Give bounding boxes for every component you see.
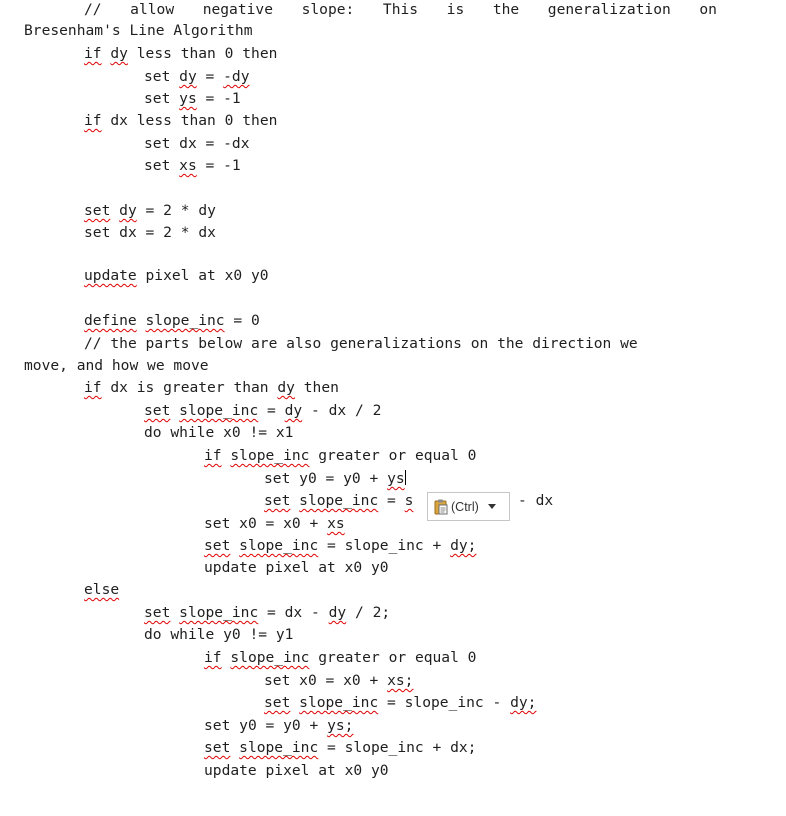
code-line: update pixel at x0 y0 [204, 559, 389, 576]
spellcheck-flagged-word: if [84, 379, 102, 396]
spellcheck-flagged-word: set [264, 694, 291, 711]
code-line: set slope_inc = slope_inc + dx; [204, 739, 477, 756]
paste-options-button[interactable] [427, 492, 510, 521]
code-line: set slope_inc = s [264, 492, 414, 509]
spellcheck-flagged-word: set [144, 402, 171, 419]
paste-options-label: (Ctrl) [451, 499, 479, 514]
spellcheck-flagged-word: dy [284, 402, 303, 419]
spellcheck-flagged-word: if [204, 447, 222, 464]
code-line: define slope_inc = 0 [84, 312, 260, 329]
code-line: set slope_inc = slope_inc - dy; [264, 694, 537, 711]
chevron-down-icon [488, 504, 496, 509]
code-line: do while x0 != x1 [144, 424, 294, 441]
code-word: negative [202, 1, 273, 18]
spellcheck-flagged-word: slope_inc [299, 492, 379, 509]
spellcheck-flagged-word: if [84, 112, 102, 129]
code-word: the [492, 1, 520, 18]
code-line: if dy less than 0 then [84, 45, 278, 62]
spellcheck-flagged-word: dy; [510, 694, 537, 711]
spellcheck-flagged-word: slope_inc [239, 739, 319, 756]
code-word: is [446, 1, 465, 18]
spellcheck-flagged-word: set [204, 739, 231, 756]
spellcheck-flagged-word: dy [328, 604, 347, 621]
code-line: if slope_inc greater or equal 0 [204, 649, 477, 666]
code-line: - dx [518, 492, 554, 509]
spellcheck-flagged-word: if [204, 649, 222, 666]
code-line [84, 580, 119, 600]
code-line: set y0 = y0 + ys; [204, 717, 354, 734]
spellcheck-flagged-word: dy [277, 379, 295, 396]
code-line: set slope_inc = dx - dy / 2; [144, 604, 391, 621]
spellcheck-flagged-word: set [264, 492, 291, 509]
spellcheck-flagged-word: s [404, 492, 414, 509]
code-word: // [84, 1, 102, 18]
spellcheck-flagged-word: dy [179, 68, 197, 85]
code-line: set ys = -1 [144, 90, 241, 107]
spellcheck-flagged-word: slope_inc [230, 447, 310, 464]
code-line [84, 0, 717, 20]
spellcheck-flagged-word: set [204, 537, 231, 554]
code-line: if slope_inc greater or equal 0 [204, 447, 477, 464]
code-line: set xs = -1 [144, 157, 241, 174]
code-word: generalization [547, 1, 671, 18]
code-line: set x0 = x0 + xs [204, 515, 345, 532]
code-line: // the parts below are also generalizations on the direction we [84, 335, 638, 352]
spellcheck-flagged-word: slope_inc [179, 402, 259, 419]
code-word: allow [130, 1, 175, 18]
spellcheck-flagged-word: if [84, 45, 102, 62]
code-line: Bresenham's Line Algorithm [24, 22, 253, 39]
code-line: set dx = -dx [144, 135, 250, 152]
text-cursor [405, 470, 406, 485]
code-line: if dx is greater than dy then [84, 379, 339, 396]
spellcheck-flagged-word: dy [110, 45, 128, 62]
code-line: update pixel at x0 y0 [84, 267, 269, 284]
clipboard-paste-icon [434, 499, 448, 515]
spellcheck-flagged-word: slope_inc [230, 649, 310, 666]
code-line: set slope_inc = slope_inc + dy; [204, 537, 477, 554]
code-word: slope: [301, 1, 355, 18]
code-line: set dy = 2 * dy [84, 202, 216, 219]
code-line: do while y0 != y1 [144, 626, 294, 643]
spellcheck-flagged-word: slope_inc [299, 694, 379, 711]
spellcheck-flagged-word: ys [387, 470, 405, 487]
spellcheck-flagged-word: xs [327, 515, 345, 532]
spellcheck-flagged-word: update [84, 267, 137, 284]
spellcheck-flagged-word: ys [179, 90, 197, 107]
spellcheck-flagged-word: slope_inc [145, 312, 225, 329]
spellcheck-flagged-word: slope_inc [239, 537, 319, 554]
spellcheck-flagged-word: dy [119, 202, 137, 219]
code-line: set dx = 2 * dx [84, 224, 216, 241]
code-line: update pixel at x0 y0 [204, 762, 389, 779]
spellcheck-flagged-word: xs [179, 157, 197, 174]
code-line: move, and how we move [24, 357, 209, 374]
spellcheck-flagged-word: dy; [450, 537, 477, 554]
spellcheck-flagged-word: -dy [223, 68, 250, 85]
spellcheck-flagged-word: set [84, 202, 111, 219]
code-line: if dx less than 0 then [84, 112, 278, 129]
code-word: on [699, 1, 717, 18]
spellcheck-flagged-word: ys; [327, 717, 354, 734]
code-word: This [382, 1, 419, 18]
spellcheck-flagged-word: slope_inc [179, 604, 259, 621]
spellcheck-flagged-word: xs; [387, 672, 414, 689]
spellcheck-flagged-word: set [144, 604, 171, 621]
code-line: set y0 = y0 + ys [264, 470, 405, 487]
spellcheck-flagged-word: define [84, 312, 137, 329]
code-line: set x0 = x0 + xs; [264, 672, 414, 689]
code-line: set dy = -dy [144, 68, 250, 85]
code-line: set slope_inc = dy - dx / 2 [144, 402, 382, 419]
spellcheck-flagged-word: else [84, 581, 120, 598]
